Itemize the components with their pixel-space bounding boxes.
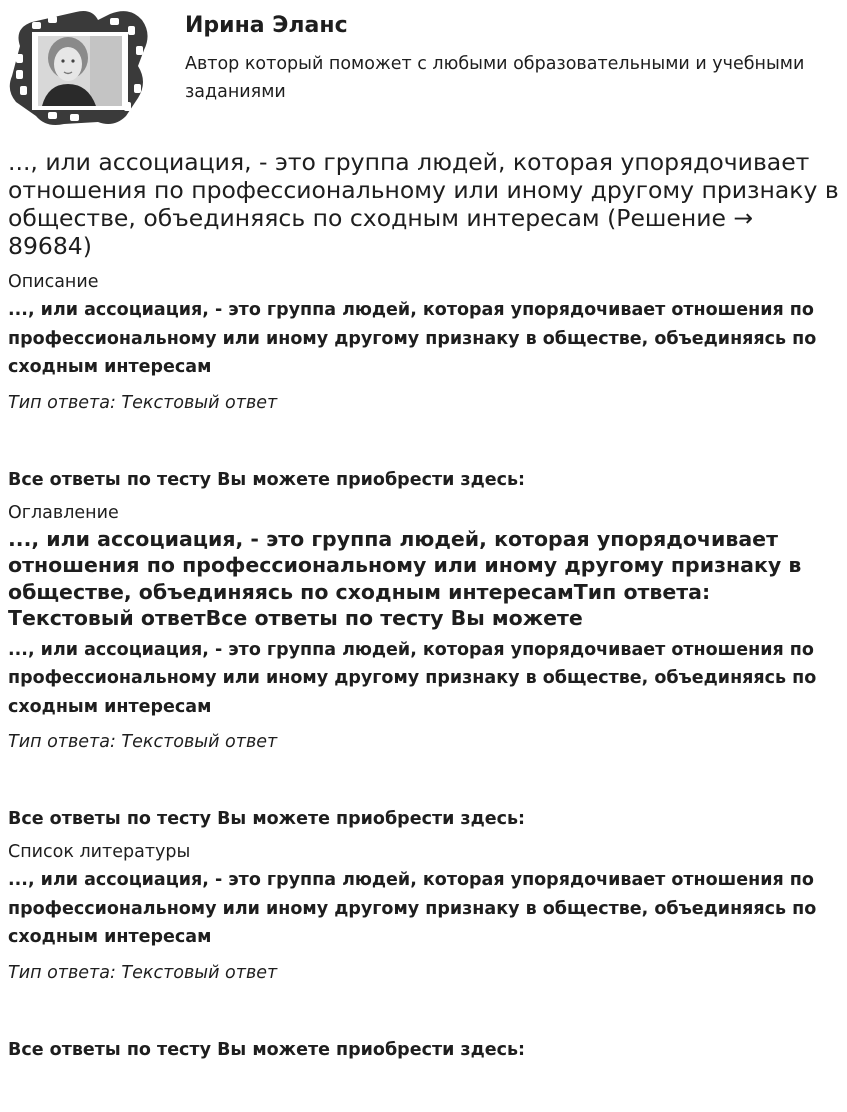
buy-note: Все ответы по тесту Вы можете приобрести здесь: bbox=[8, 809, 526, 829]
answer-type: Тип ответа: Текстовый ответ bbox=[8, 732, 278, 752]
answer-type: Тип ответа: Текстовый ответ bbox=[8, 392, 278, 413]
section-label-toc: Оглавление bbox=[8, 502, 119, 523]
question-text: ..., или ассоциация, - это группа людей, которая упорядочивает отношения по профессиональному или иному другому признаку в обществе, объединяясь по сходным интересам bbox=[8, 870, 817, 947]
buy-note: Все ответы по тесту Вы можете приобрести здесь: bbox=[8, 469, 526, 490]
author-card bbox=[0, 0, 847, 130]
author-description: Автор который поможет с любыми образовательными и учебными заданиями bbox=[185, 54, 805, 102]
answer-type: Тип ответа: Текстовый ответ bbox=[8, 962, 278, 983]
literature-section bbox=[8, 842, 840, 1061]
author-name: Ирина Эланс bbox=[185, 13, 348, 38]
section-label-literature: Список литературы bbox=[8, 842, 191, 862]
author-avatar bbox=[6, 6, 152, 128]
page-title: ..., или ассоциация, - это группа людей, которая упорядочивает отношения по профессиональному или иному другому признаку в обществе, объединяясь по сходным интересам (Решение → 89684) bbox=[8, 148, 839, 260]
toc-heading: ..., или ассоциация, - это группа людей, которая упорядочивает отношения по профессиональному или иному другому признаку в обществе, объединяясь по сходным интересамТип ответа: Текстовый ответВсе ответы по тесту Вы можете bbox=[8, 526, 802, 630]
toc-section bbox=[8, 503, 840, 831]
main-content bbox=[8, 148, 840, 1061]
question-text: ..., или ассоциация, - это группа людей, которая упорядочивает отношения по профессиональному или иному другому признаку в обществе, объединяясь по сходным интересам bbox=[8, 639, 817, 717]
description-section bbox=[8, 272, 840, 491]
question-text: ..., или ассоциация, - это группа людей, которая упорядочивает отношения по профессиональному или иному другому признаку в обществе, объединяясь по сходным интересам bbox=[8, 300, 817, 377]
buy-note: Все ответы по тесту Вы можете приобрести здесь: bbox=[8, 1039, 526, 1060]
section-label-description: Описание bbox=[8, 272, 99, 292]
